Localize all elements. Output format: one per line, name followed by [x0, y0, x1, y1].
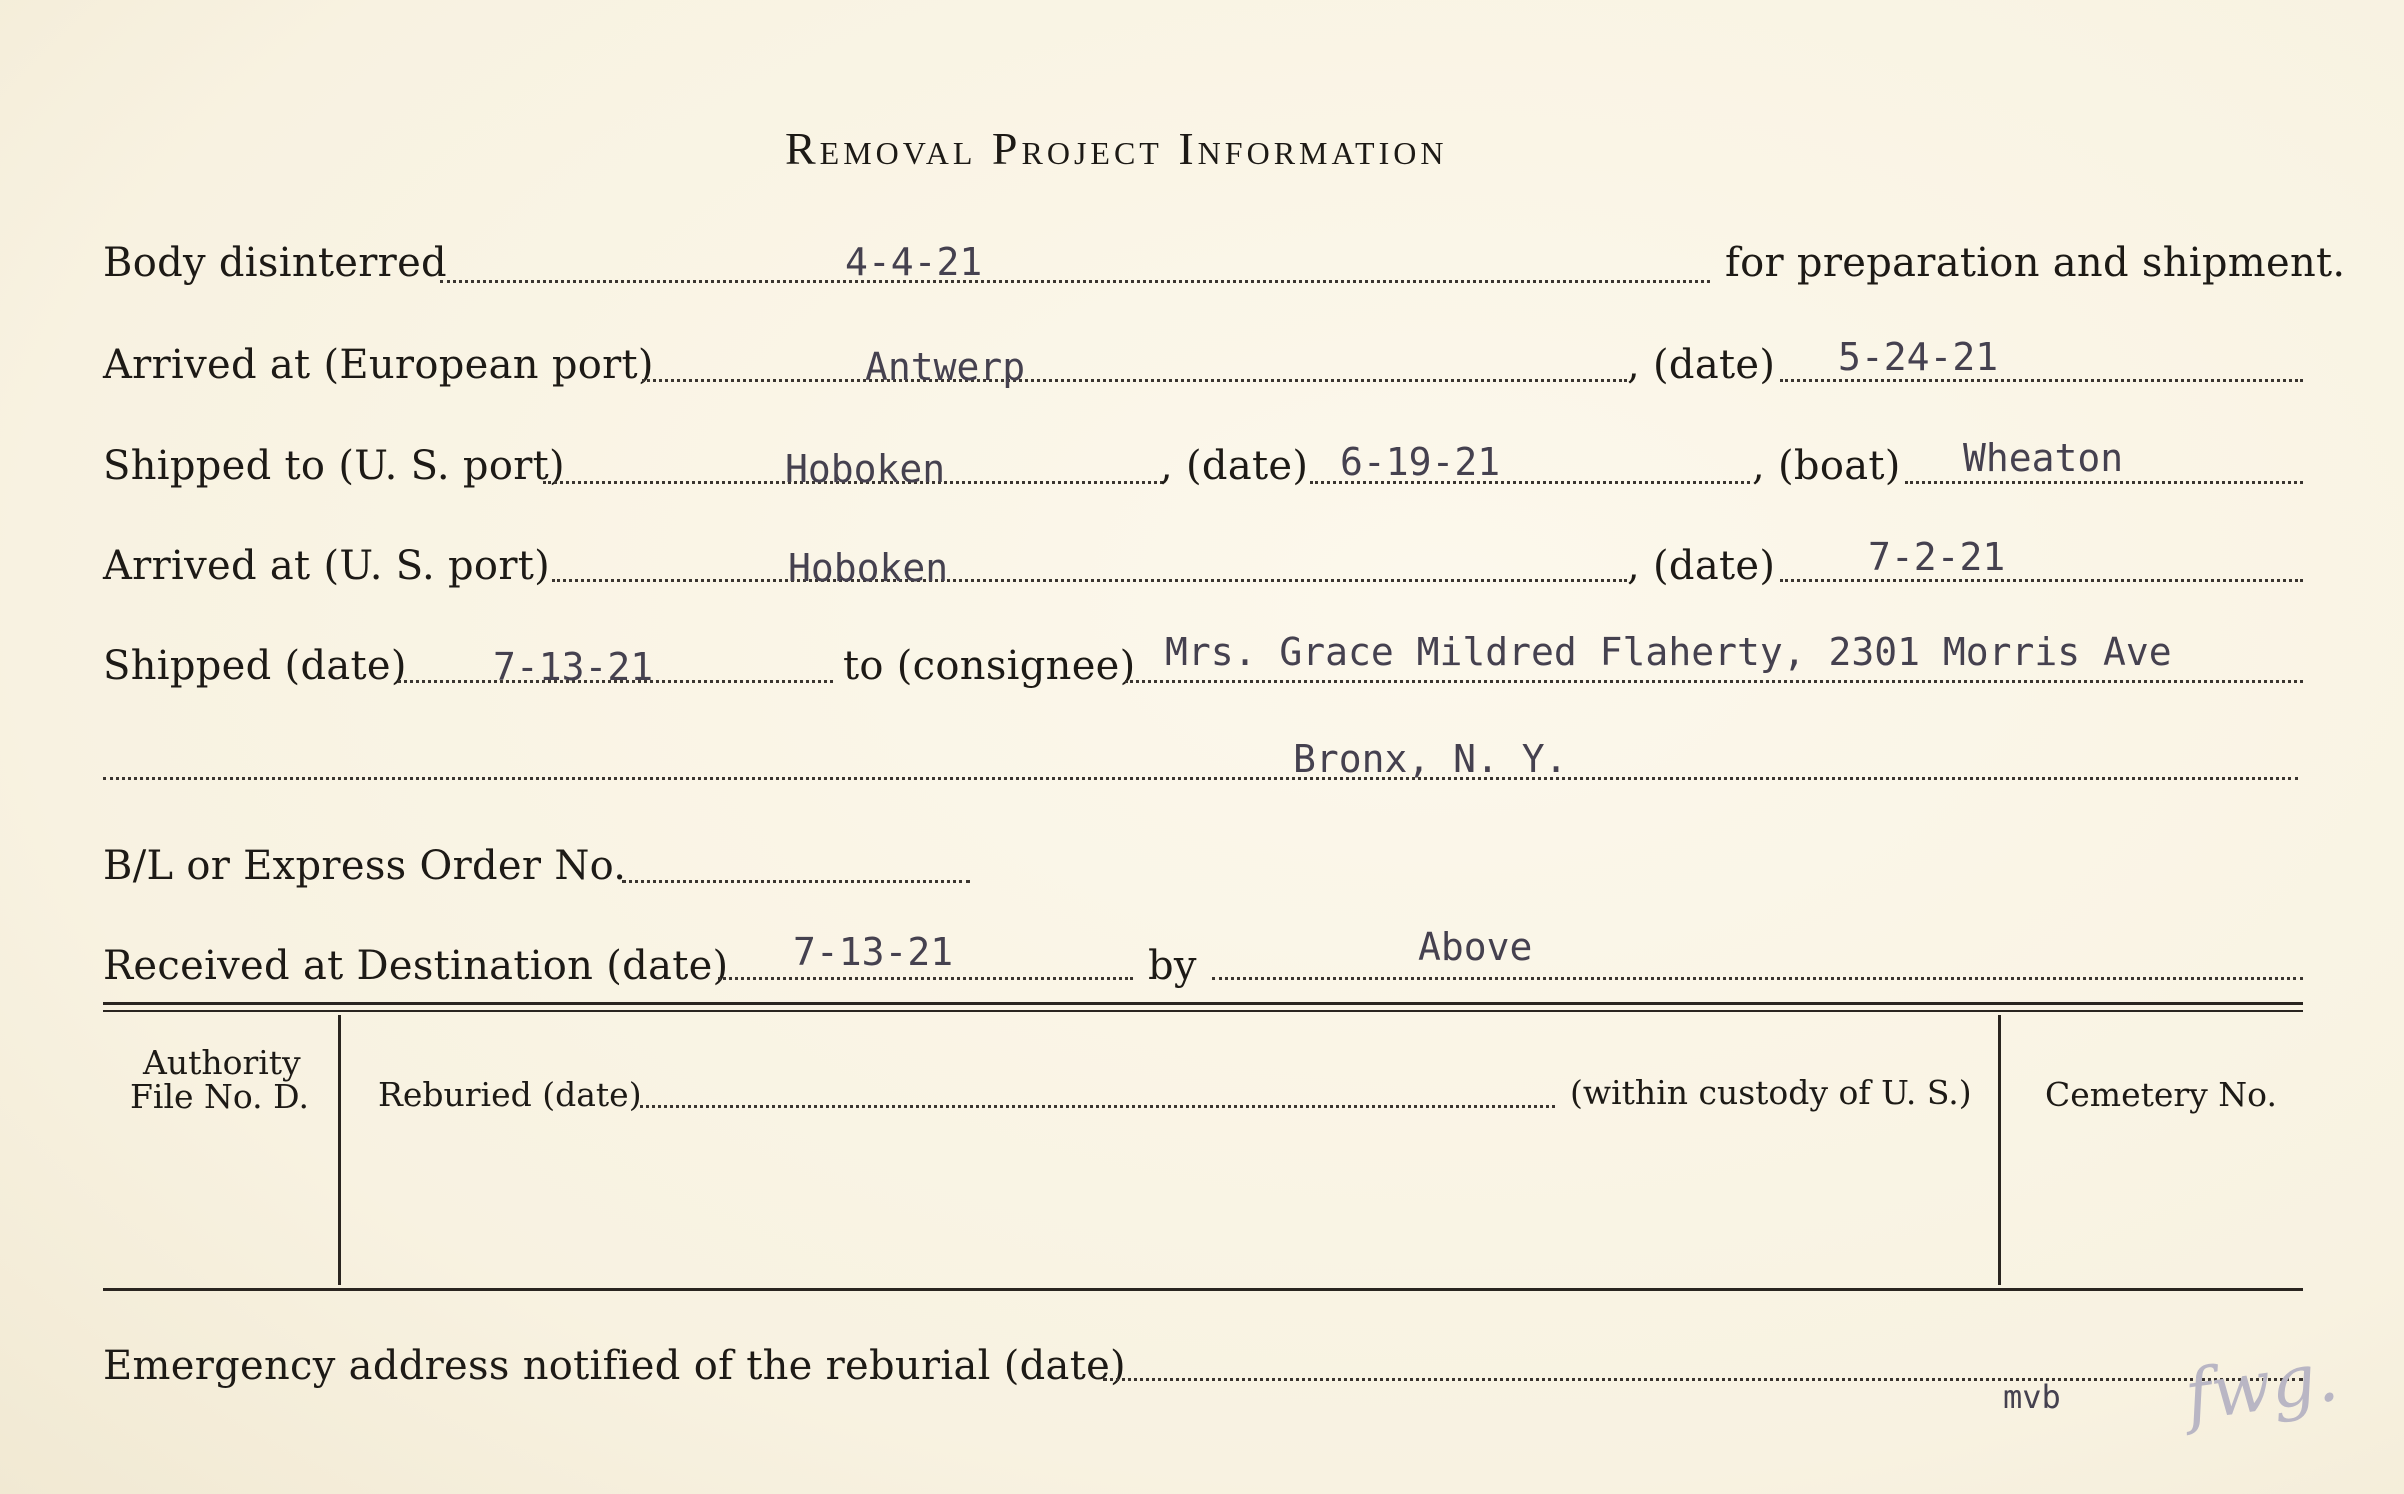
table-top-rule — [103, 1002, 2303, 1005]
arrived-eu-label: Arrived at (European port) — [103, 342, 654, 388]
table-top-rule-inner — [103, 1010, 2303, 1012]
authority-label-2: File No. D. — [130, 1077, 309, 1116]
received-by: Above — [1418, 925, 1533, 969]
arrived-eu-port: Antwerp — [865, 345, 1026, 389]
dotted-line — [440, 280, 1710, 283]
dotted-line — [1125, 680, 2303, 683]
table-bottom-rule — [103, 1288, 2303, 1291]
disinterred-label: Body disinterred — [103, 240, 447, 286]
handwritten-initials: fwg. — [2180, 1334, 2343, 1438]
dotted-line — [718, 977, 1133, 980]
arrived-us-date-label: , (date) — [1627, 543, 1776, 589]
shipped-us-boat: Wheaton — [1963, 436, 2124, 480]
dotted-line — [552, 579, 1627, 582]
disinterred-date: 4-4-21 — [845, 240, 983, 284]
dotted-line — [1212, 977, 2303, 980]
reburied-label: Reburied (date) — [378, 1075, 642, 1114]
shipped-us-date: 6-19-21 — [1340, 440, 1501, 484]
clerk-initials: mvb — [2003, 1378, 2061, 1416]
received-label: Received at Destination (date) — [103, 943, 729, 989]
dotted-line — [1103, 1378, 2303, 1381]
shipped-us-boat-label: , (boat) — [1752, 443, 1901, 489]
dotted-line — [1780, 379, 2303, 382]
custody-label: (within custody of U. S.) — [1570, 1073, 1972, 1112]
arrived-us-port: Hoboken — [788, 546, 949, 590]
cemetery-label: Cemetery No. — [2045, 1075, 2277, 1114]
received-by-label: by — [1148, 943, 1197, 989]
dotted-line — [642, 379, 1627, 382]
shipped-date-label: Shipped (date) — [103, 643, 407, 689]
authority-label-1: Authority — [143, 1043, 301, 1082]
disinterred-suffix: for preparation and shipment. — [1725, 240, 2346, 286]
arrived-eu-date: 5-24-21 — [1838, 335, 1999, 379]
dotted-line — [1780, 579, 2303, 582]
dotted-line — [103, 777, 2298, 780]
dotted-line — [1905, 481, 2303, 484]
arrived-us-label: Arrived at (U. S. port) — [103, 543, 551, 589]
shipped-us-date-label: , (date) — [1160, 443, 1309, 489]
consignee-city: Bronx, N. Y. — [1293, 737, 1568, 781]
arrived-us-date: 7-2-21 — [1868, 535, 2006, 579]
arrived-eu-date-label: , (date) — [1627, 342, 1776, 388]
dotted-line — [640, 1105, 1555, 1108]
emergency-label: Emergency address notified of the reburial (date) — [103, 1343, 1126, 1389]
page-title: Removal Project Information — [785, 123, 1448, 174]
consignee-name-address: Mrs. Grace Mildred Flaherty, 2301 Morris Ave — [1165, 630, 2172, 674]
table-divider — [338, 1015, 341, 1285]
shipped-us-port: Hoboken — [785, 447, 946, 491]
shipped-date: 7-13-21 — [493, 645, 654, 689]
dotted-line — [622, 880, 970, 883]
consignee-label: to (consignee) — [843, 643, 1136, 689]
table-divider — [1998, 1015, 2001, 1285]
received-date: 7-13-21 — [793, 930, 954, 974]
bl-order-label: B/L or Express Order No. — [103, 843, 627, 889]
shipped-us-label: Shipped to (U. S. port) — [103, 443, 565, 489]
